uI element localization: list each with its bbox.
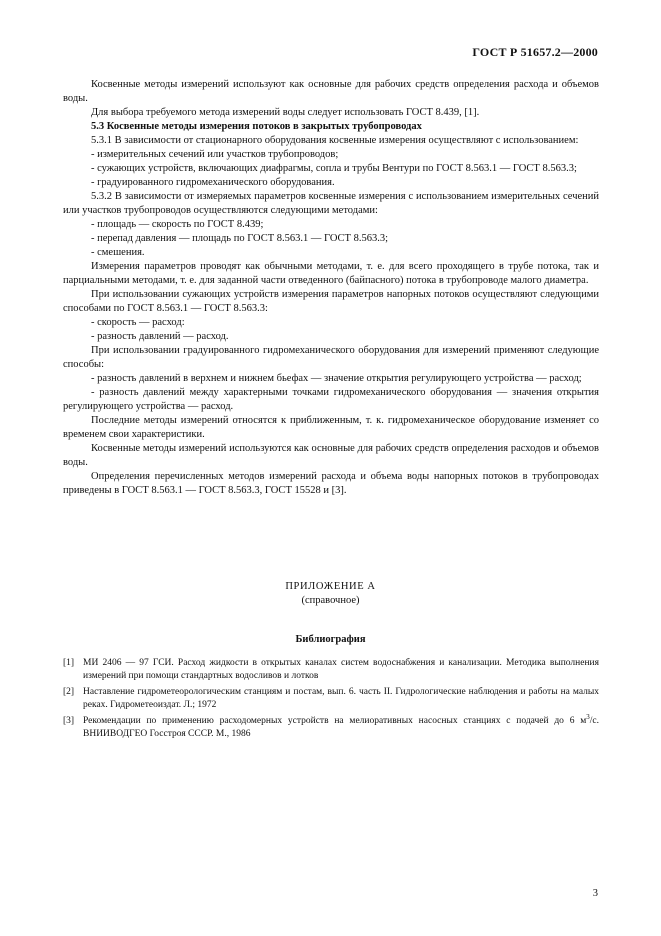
bibliography-text: Наставление гидрометеорологическим станциям и постам, вып. 6. часть II. Гидрологические наблюдения и работы на малых реках. Гидрометеоиздат. Л.; 1972: [83, 687, 599, 710]
bibliography-list: [63, 657, 599, 744]
bibliography-text: МИ 2406 — 97 ГСИ. Расход жидкости в открытых каналах систем водоснабжения и канализации. Методика выполнения измерений при помощи стандартных водосливов и лотков: [83, 658, 599, 681]
paragraph: Определения перечисленных методов измерений расхода и объема воды напорных потоков в трубопроводах приведены в ГОСТ 8.563.1 — ГОСТ 8.563.3, ГОСТ 15528 и [3].: [63, 471, 599, 496]
appendix-title: ПРИЛОЖЕНИЕ А: [285, 581, 376, 592]
list-item: - измерительных сечений или участков трубопроводов;: [91, 149, 339, 160]
list-item: - градуированного гидромеханического оборудования.: [91, 177, 335, 188]
bibliography-text-part: Рекомендации по применению расходомерных устройств на мелиоративных насосных станциях с подачей до 6 м: [83, 716, 587, 726]
bibliography-number: [1]: [63, 658, 75, 668]
paragraph: 5.3.1 В зависимости от стационарного оборудования косвенные измерения осуществляют с использованием:: [91, 135, 579, 146]
list-item: - разность давлений в верхнем и нижнем бьефах — значение открытия регулирующего устройства — расход;: [91, 373, 582, 384]
bibliography-number: [3]: [63, 716, 75, 726]
paragraph: Косвенные методы измерений используют как основные для рабочих средств определения расхода и объемов воды.: [63, 79, 599, 104]
bibliography-text: [83, 712, 599, 739]
paragraph: Последние методы измерений относятся к приближенным, т. к. гидромеханическое оборудование изменяет со временем свои характеристики.: [63, 415, 599, 440]
section-heading: 5.3 Косвенные методы измерения потоков в закрытых трубопроводах: [91, 121, 422, 132]
appendix-heading: [0, 580, 661, 608]
superscript: 3: [586, 712, 590, 721]
body-text: [63, 78, 599, 498]
bibliography-title: Библиография: [295, 634, 366, 645]
appendix-subtitle: (справочное): [301, 595, 360, 606]
list-item: - сужающих устройств, включающих диафрагмы, сопла и трубы Вентури по ГОСТ 8.563.1 — ГОСТ 8.563.3;: [91, 163, 577, 174]
list-item: - разность давлений между характерными точками гидромеханического оборудования — значения открытия регулирующего устройства — расход.: [63, 387, 599, 412]
bibliography-item: [63, 686, 599, 712]
bibliography-text-part: /с. ВНИИВОДГЕО Госстроя СССР. М., 1986: [83, 716, 599, 739]
bibliography-number: [2]: [63, 687, 75, 697]
paragraph: При использовании сужающих устройств измерения параметров напорных потоков осуществляют следующими способами по ГОСТ 8.563.1 — ГОСТ 8.563.3:: [63, 289, 599, 314]
paragraph: 5.3.2 В зависимости от измеряемых параметров косвенные измерения с использованием измерительных сечений или участков трубопроводов осуществляются следующими методами:: [63, 191, 599, 216]
list-item: - перепад давления — площадь по ГОСТ 8.563.1 — ГОСТ 8.563.3;: [91, 233, 388, 244]
paragraph: Измерения параметров проводят как обычными методами, т. е. для всего проходящего в трубе потока, так и парциальными методами, т. е. для заданной части отведенного (байпасного) потока в трубопроводе малого диаметра.: [63, 261, 599, 286]
paragraph: Для выбора требуемого метода измерений воды следует использовать ГОСТ 8.439, [1].: [91, 107, 480, 118]
standard-header: ГОСТ Р 51657.2—2000: [472, 45, 598, 59]
paragraph: При использовании градуированного гидромеханического оборудования для измерений применяют следующие способы:: [63, 345, 599, 370]
paragraph: Косвенные методы измерений используются как основные для рабочих средств определения расходов и объемов воды.: [63, 443, 599, 468]
list-item: - скорость — расход:: [91, 317, 185, 328]
bibliography-item: [63, 657, 599, 683]
list-item: - площадь — скорость по ГОСТ 8.439;: [91, 219, 264, 230]
page-number: 3: [592, 888, 598, 899]
bibliography-item: [63, 712, 599, 741]
list-item: - смешения.: [91, 247, 145, 258]
list-item: - разность давлений — расход.: [91, 331, 229, 342]
